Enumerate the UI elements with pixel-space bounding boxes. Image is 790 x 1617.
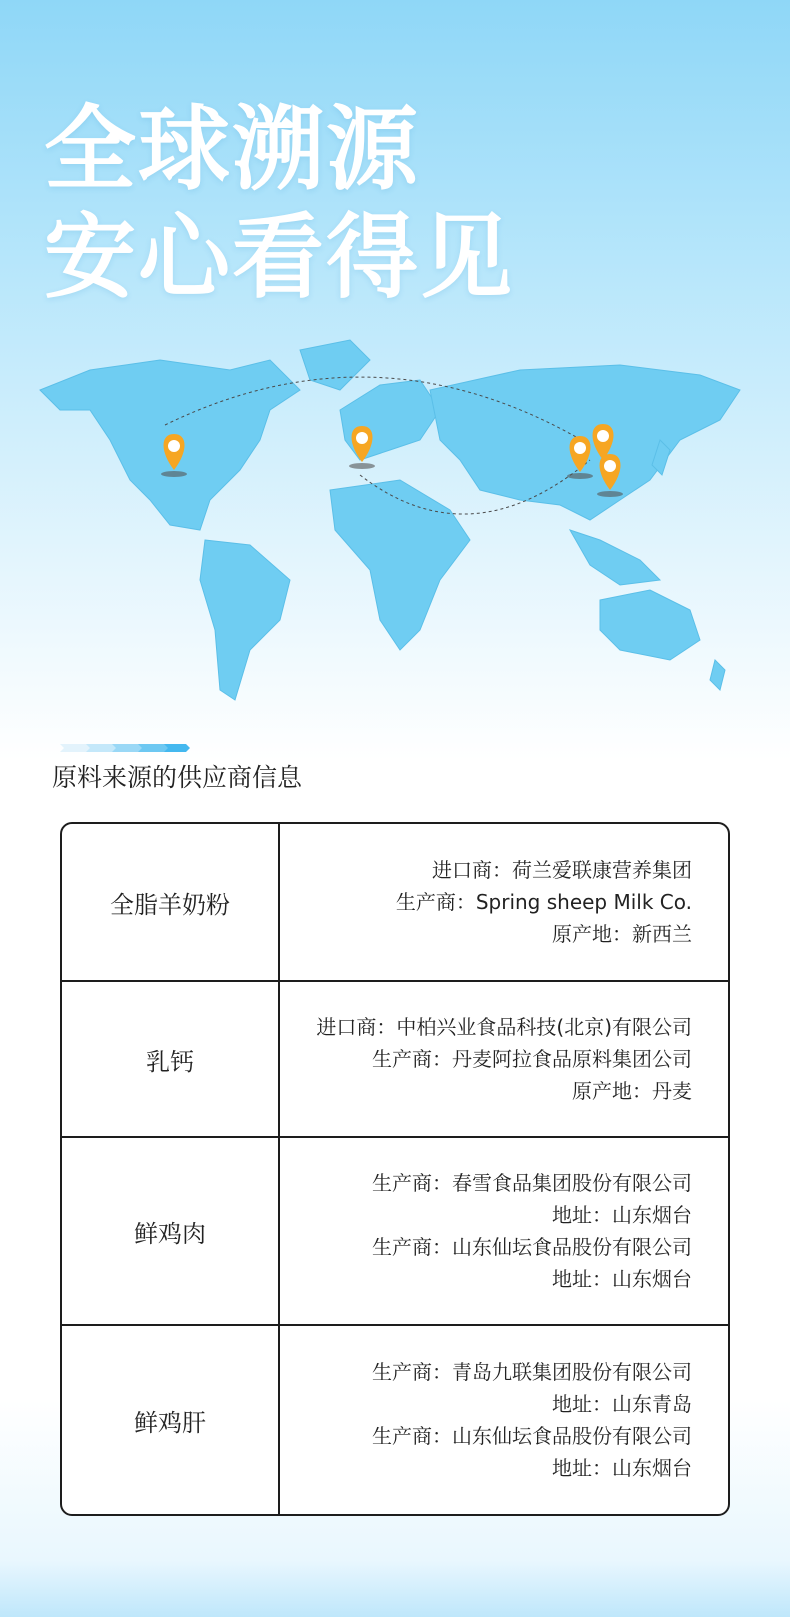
info-line: 生产商：丹麦阿拉食品原料集团公司: [372, 1047, 692, 1071]
table-row: [62, 982, 728, 1138]
info-line: 生产商：春雪食品集团股份有限公司: [372, 1171, 692, 1195]
greenland: [300, 340, 370, 390]
ingredient-name: 鲜鸡肉: [62, 1138, 280, 1324]
table-row: [62, 1138, 728, 1326]
table-row: [62, 824, 728, 982]
ingredient-name: 乳钙: [62, 982, 280, 1136]
supplier-info: [280, 1326, 728, 1514]
info-line: 地址：山东烟台: [552, 1267, 692, 1291]
australia: [600, 590, 700, 660]
world-map: [0, 330, 790, 730]
supplier-info: [280, 1138, 728, 1324]
ingredient-name: 鲜鸡肝: [62, 1326, 280, 1514]
headline-line-1: 全球溯源: [44, 96, 421, 203]
info-line: 地址：山东青岛: [552, 1392, 692, 1416]
info-line: 生产商：山东仙坛食品股份有限公司: [372, 1235, 692, 1259]
info-line: 地址：山东烟台: [552, 1203, 692, 1227]
supplier-table: [60, 822, 730, 1516]
supplier-info: [280, 824, 728, 980]
info-line: 原产地：丹麦: [572, 1079, 692, 1103]
info-line: 生产商：山东仙坛食品股份有限公司: [372, 1424, 692, 1448]
south-america: [200, 540, 290, 700]
table-row: [62, 1326, 728, 1514]
southeast-asia: [570, 530, 660, 585]
decorative-chevron-bar: [60, 742, 190, 754]
info-line: 生产商：青岛九联集团股份有限公司: [372, 1360, 692, 1384]
supplier-info: [280, 982, 728, 1136]
info-line: 生产商：Spring sheep Milk Co.: [395, 890, 692, 914]
info-line: 进口商：中柏兴业食品科技(北京)有限公司: [316, 1015, 692, 1039]
section-title: 原料来源的供应商信息: [52, 763, 303, 792]
headline-line-2: 安心看得见: [44, 204, 515, 311]
ingredient-name: 全脂羊奶粉: [62, 824, 280, 980]
info-line: 地址：山东烟台: [552, 1456, 692, 1480]
africa: [330, 480, 470, 650]
info-line: 原产地：新西兰: [552, 922, 692, 946]
headline: [44, 96, 514, 312]
info-line: 进口商：荷兰爱联康营养集团: [432, 858, 692, 882]
new-zealand: [710, 660, 725, 690]
